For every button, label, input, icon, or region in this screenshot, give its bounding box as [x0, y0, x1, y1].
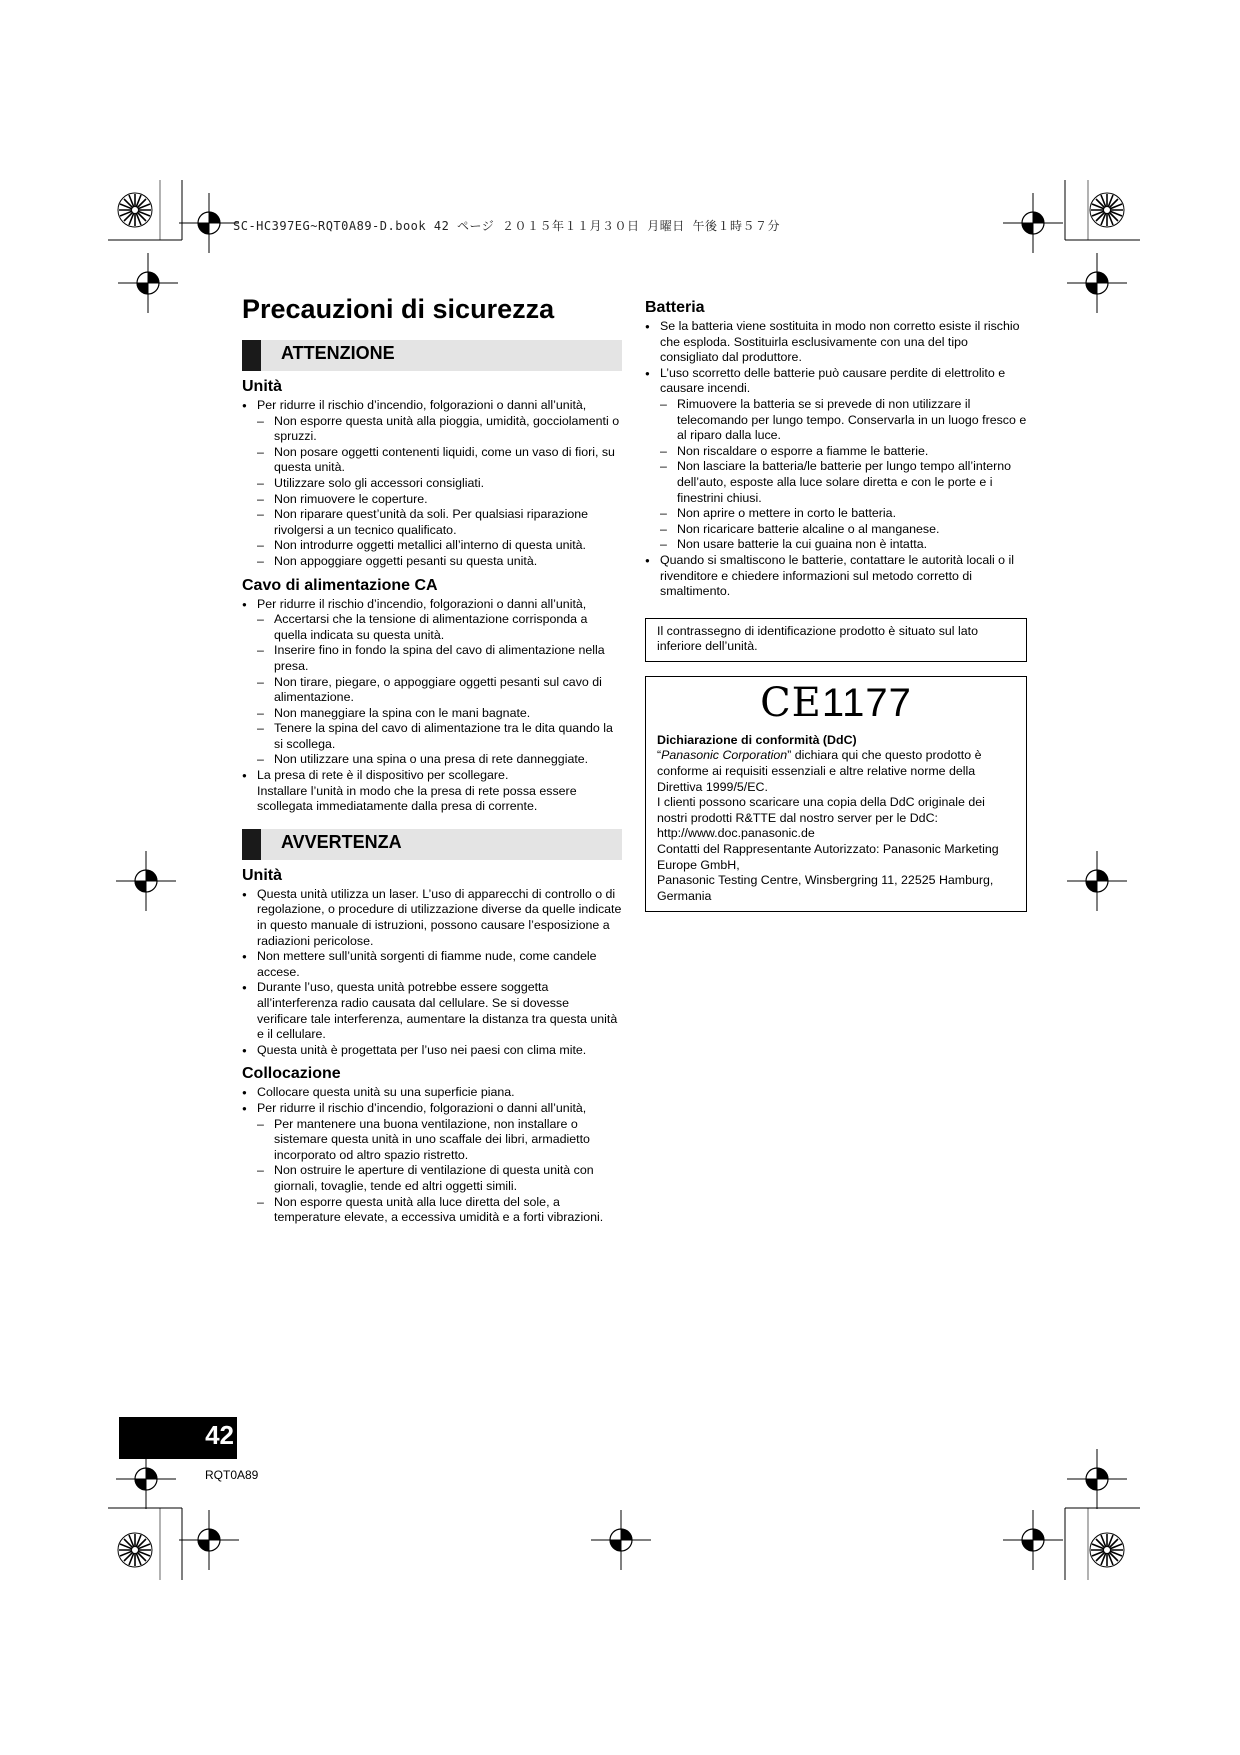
list-item: – Non appoggiare oggetti pesanti su questa unità. [242, 554, 622, 570]
banner-block-icon [242, 340, 261, 371]
batteria-heading: Batteria [645, 299, 705, 316]
list-item: ● La presa di rete è il dispositivo per scollegare. [242, 768, 622, 784]
page-number: 42 [205, 1420, 234, 1450]
doc-code: RQT0A89 [205, 1468, 259, 1482]
unita-heading: Unità [242, 378, 282, 395]
list-item: – Non aprire o mettere in corto le batteria. [645, 506, 1027, 522]
doc-p4: Panasonic Testing Centre, Winsbergring 11, 22525 Hamburg, Germania [657, 873, 994, 903]
page-number-box [119, 1417, 237, 1459]
list-item: ● Questa unità utilizza un laser. L’uso di apparecchi di controllo o di regolazione, o procedure di utilizzazione diverse da quelle indicate in questo manuale di istruzioni, possono causare l’esposizione a radiazioni pericolose. [242, 887, 622, 949]
ce-marking [657, 679, 1015, 727]
list-item: – Utilizzare solo gli accessori consigliati. [242, 476, 622, 492]
product-id-box: Il contrassegno di identificazione prodotto è situato sul lato inferiore dell’unità. [645, 618, 1027, 662]
list-item: – Accertarsi che la tensione di alimentazione corrisponda a quella indicata su questa unità. [242, 612, 622, 643]
list-item: – Rimuovere la batteria se si prevede di non utilizzare il telecomando per lungo tempo. Conservarla in un luogo fresco e al riparo dalla luce. [645, 397, 1027, 444]
right-column [645, 298, 1027, 912]
list-item: – Non riparare quest’unità da soli. Per qualsiasi riparazione rivolgersi a un tecnico qualificato. [242, 507, 622, 538]
list-item: ● Non mettere sull’unità sorgenti di fiamme nude, come candele accese. [242, 949, 622, 980]
print-info-header: SC-HC397EG~RQT0A89-D.book 42 ページ ２０１５年１１月３０日 月曜日 午後１時５７分 [233, 219, 780, 233]
list-item: – Inserire fino in fondo la spina del cavo di alimentazione nella presa. [242, 643, 622, 674]
list-item: – Non posare oggetti contenenti liquidi, come un vaso di fiori, su questa unità. [242, 445, 622, 476]
collocazione-heading: Collocazione [242, 1065, 341, 1083]
list-item: ● Per ridurre il rischio d’incendio, folgorazioni o danni all’unità, [242, 597, 622, 613]
list-item: – Non lasciare la batteria/le batterie per lungo tempo all’interno dell’auto, esposte alla luce solare diretta e con le porte e i finestrini chiusi. [645, 459, 1027, 506]
avvertenza-banner [242, 829, 622, 860]
avvertenza-label: AVVERTENZA [281, 831, 402, 852]
list-item: – Non esporre questa unità alla pioggia, umidità, gocciolamenti o spruzzi. [242, 414, 622, 445]
list-item: ● Se la batteria viene sostituita in modo non corretto esiste il rischio che esploda. Sostituirla esclusivamente con una del tipo consigliato dal produttore. [645, 319, 1027, 366]
doc-p2: I clienti possono scaricare una copia della DdC originale dei nostri prodotti R&TTE dal nostro server per le DdC: [657, 795, 985, 825]
list-item: ● L’uso scorretto delle batterie può causare perdite di elettrolito e causare incendi. [645, 366, 1027, 397]
list-item: ● Quando si smaltiscono le batterie, contattare le autorità locali o il rivenditore e chiedere informazioni sul metodo corretto di smaltimento. [645, 553, 1027, 600]
left-column [242, 340, 622, 1226]
ce-number: 1177 [821, 680, 912, 725]
attenzione-banner [242, 340, 622, 371]
conformity-box [645, 676, 1027, 913]
list-item: – Non utilizzare una spina o una presa di rete danneggiate. [242, 752, 622, 768]
list-item: – Non ricaricare batterie alcaline o al manganese. [645, 522, 1027, 538]
list-item: – Non usare batterie la cui guaina non è intatta. [645, 537, 1027, 553]
cavo-heading: Cavo di alimentazione CA [242, 576, 438, 594]
list-item: ● Per ridurre il rischio d’incendio, folgorazioni o danni all’unità, [242, 398, 622, 414]
doc-company: Panasonic Corporation [661, 748, 788, 763]
doc-p3: Contatti del Rappresentante Autorizzato: Panasonic Marketing Europe GmbH, [657, 842, 999, 872]
list-item: – Non introdurre oggetti metallici all’interno di questa unità. [242, 538, 622, 554]
page-title: Precauzioni di sicurezza [242, 294, 555, 324]
presa-text: Installare l’unità in modo che la presa di rete possa essere scollegata immediatamente dalla presa di corrente. [257, 783, 577, 814]
list-item: – Non tirare, piegare, o appoggiare oggetti pesanti sul cavo di alimentazione. [242, 675, 622, 706]
banner-block-icon [242, 829, 261, 860]
list-item: – Non maneggiare la spina con le mani bagnate. [242, 706, 622, 722]
list-item: ● Questa unità è progettata per l’uso nei paesi con clima mite. [242, 1043, 622, 1059]
list-item: ● Durante l’uso, questa unità potrebbe essere soggetta all’interferenza radio causata dal cellulare. Se si dovesse verificare tale interferenza, aumentare la distanza tra questa unità e il cellulare. [242, 980, 622, 1042]
doc-paragraph-1: “Panasonic Corporation” dichiara qui che questo prodotto è conforme ai requisiti essenziali e altre relative norme della Direttiva 1999/5/EC. [657, 748, 982, 794]
attenzione-label: ATTENZIONE [281, 343, 395, 363]
list-item: ● Per ridurre il rischio d’incendio, folgorazioni o danni all’unità, [242, 1101, 622, 1117]
list-item: – Non riscaldare o esporre a fiamme le batterie. [645, 444, 1027, 460]
doc-p1: dichiara qui che questo prodotto è conforme ai requisiti essenziali e altre relative norme della Direttiva 1999/5/EC. [657, 748, 982, 794]
doc-url: http://www.doc.panasonic.de [657, 826, 815, 841]
list-item: – Per mantenere una buona ventilazione, non installare o sistemare questa unità in uno scaffale dei libri, armadietto incorporato od altro spazio ristretto. [242, 1117, 622, 1164]
list-item: – Tenere la spina del cavo di alimentazione tra le dita quando la si scollega. [242, 721, 622, 752]
list-item: ● Collocare questa unità su una superficie piana. [242, 1085, 622, 1101]
list-item: – Non ostruire le aperture di ventilazione di questa unità con giornali, tovaglie, tende ed altri oggetti simili. [242, 1163, 622, 1194]
list-item: – Non esporre questa unità alla luce diretta del sole, a temperature elevate, a eccessiva umidità e a forti vibrazioni. [242, 1195, 622, 1226]
list-item: – Non rimuovere le coperture. [242, 492, 622, 508]
doc-title: Dichiarazione di conformità (DdC) [657, 732, 857, 747]
unita2-heading: Unità [242, 866, 282, 884]
ce-mark-icon: CE [760, 679, 822, 726]
